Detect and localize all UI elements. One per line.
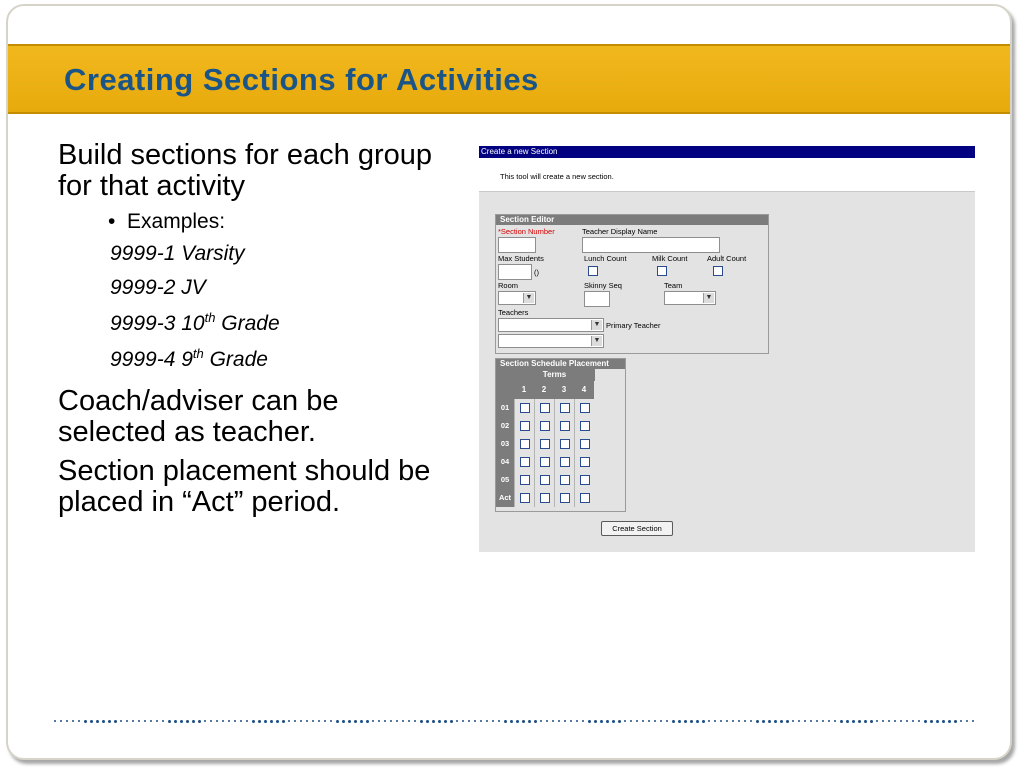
placement-checkbox[interactable] xyxy=(520,403,530,413)
divider-dot xyxy=(906,720,908,722)
divider-dot xyxy=(660,720,662,722)
placement-cell xyxy=(514,453,535,471)
divider-dot xyxy=(780,720,783,723)
placement-cell xyxy=(514,489,535,507)
placement-cell xyxy=(554,417,575,435)
corner-cell xyxy=(496,369,514,399)
primary-teacher-label: Primary Teacher xyxy=(606,321,661,330)
placement-cell xyxy=(514,399,535,417)
placement-cell xyxy=(554,399,575,417)
divider-dot xyxy=(114,720,117,723)
divider-dot xyxy=(456,720,458,722)
divider-dot xyxy=(876,720,878,722)
divider-dot xyxy=(852,720,855,723)
divider-dot xyxy=(672,720,675,723)
example-1: 9999-1 Varsity xyxy=(110,242,245,265)
divider-dot xyxy=(972,720,974,722)
placement-cell xyxy=(574,489,595,507)
embedded-screenshot xyxy=(479,146,975,552)
divider-dot xyxy=(786,720,789,723)
max-students-suffix: () xyxy=(534,268,539,277)
divider-dot xyxy=(570,720,572,722)
room-label: Room xyxy=(498,281,519,290)
divider-dot xyxy=(900,720,902,722)
terms-header: Terms xyxy=(514,369,595,381)
divider-dot xyxy=(132,720,134,722)
placement-cell xyxy=(514,471,535,489)
example-2: 9999-2 JV xyxy=(110,276,206,299)
max-students-label: Max Students xyxy=(498,254,544,263)
placement-cell xyxy=(554,489,575,507)
divider-dot xyxy=(936,720,939,723)
divider-dot xyxy=(510,720,513,723)
placement-cell xyxy=(534,471,555,489)
divider-dot xyxy=(516,720,519,723)
placement-checkbox[interactable] xyxy=(580,421,590,431)
bullet-examples: • Examples: xyxy=(108,210,226,233)
divider-dot xyxy=(522,720,525,723)
divider-dot xyxy=(270,720,273,723)
divider-dot xyxy=(450,720,453,723)
divider-dot xyxy=(870,720,873,723)
placement-checkbox[interactable] xyxy=(580,403,590,413)
placement-checkbox[interactable] xyxy=(540,421,550,431)
lunch-count-checkbox[interactable] xyxy=(588,266,598,276)
period-label: 03 xyxy=(496,435,514,453)
placement-cell xyxy=(534,435,555,453)
divider-dot xyxy=(540,720,542,722)
examples-label: Examples: xyxy=(127,210,226,233)
divider-dot xyxy=(402,720,404,722)
period-label: 05 xyxy=(496,471,514,489)
section-editor-title: Section Editor xyxy=(496,215,768,225)
divider-dot xyxy=(762,720,765,723)
divider-dot xyxy=(90,720,93,723)
section-number-label: *Section Number xyxy=(498,227,555,236)
divider-dot xyxy=(240,720,242,722)
divider-dot xyxy=(654,720,656,722)
divider-dot xyxy=(894,720,896,722)
placement-checkbox[interactable] xyxy=(560,421,570,431)
divider-dot xyxy=(414,720,416,722)
divider-dot xyxy=(372,720,374,722)
divider-dot xyxy=(264,720,267,723)
divider-dot xyxy=(846,720,849,723)
divider-dot xyxy=(210,720,212,722)
placement-checkbox[interactable] xyxy=(560,403,570,413)
divider-dot xyxy=(798,720,800,722)
team-label: Team xyxy=(664,281,683,290)
divider-dot xyxy=(366,720,369,723)
chevron-down-icon: ▼ xyxy=(703,293,714,303)
divider-dot xyxy=(204,720,206,722)
divider-dot xyxy=(858,720,861,723)
divider-dot xyxy=(528,720,531,723)
divider-dot xyxy=(192,720,195,723)
divider-dot xyxy=(342,720,345,723)
placement-checkbox[interactable] xyxy=(520,475,530,485)
placement-cell xyxy=(574,453,595,471)
divider-dot xyxy=(882,720,884,722)
divider-dot xyxy=(912,720,914,722)
divider-dot xyxy=(306,720,308,722)
divider-dot xyxy=(66,720,68,722)
divider-dot xyxy=(714,720,716,722)
slide-title: Creating Sections for Activities xyxy=(64,62,539,97)
divider-dot xyxy=(174,720,177,723)
divider-dot xyxy=(468,720,470,722)
placement-cell xyxy=(514,435,535,453)
chevron-down-icon: ▼ xyxy=(591,336,602,346)
divider-dot xyxy=(60,720,62,722)
divider-dot xyxy=(504,720,507,723)
placement-cell xyxy=(534,417,555,435)
period-label: Act xyxy=(496,489,514,507)
divider-dot xyxy=(198,720,201,723)
skinny-seq-label: Skinny Seq xyxy=(584,281,622,290)
divider-dot xyxy=(408,720,410,722)
placement-checkbox[interactable] xyxy=(580,475,590,485)
divider-dot xyxy=(696,720,699,723)
divider-dot xyxy=(810,720,812,722)
divider-dot xyxy=(864,720,867,723)
divider-dot xyxy=(600,720,603,723)
divider-dot xyxy=(234,720,236,722)
bullet-section-placement: Section placement should be placed in “Act” period. xyxy=(58,455,431,518)
placement-cell xyxy=(574,435,595,453)
milk-count-checkbox[interactable] xyxy=(657,266,667,276)
divider-dot xyxy=(216,720,218,722)
divider-dot xyxy=(486,720,488,722)
divider-dot xyxy=(558,720,560,722)
divider-dot xyxy=(294,720,296,722)
placement-checkbox[interactable] xyxy=(540,403,550,413)
create-section-header: Create a new Section xyxy=(479,146,975,158)
placement-checkbox[interactable] xyxy=(560,493,570,503)
divider-dot xyxy=(324,720,326,722)
placement-checkbox[interactable] xyxy=(540,457,550,467)
divider-dot xyxy=(444,720,447,723)
divider-dot xyxy=(222,720,224,722)
divider-dot xyxy=(396,720,398,722)
lunch-count-label: Lunch Count xyxy=(584,254,627,263)
divider-dot xyxy=(726,720,728,722)
placement-checkbox[interactable] xyxy=(520,457,530,467)
divider-dot xyxy=(948,720,951,723)
divider-dot xyxy=(768,720,771,723)
placement-cell xyxy=(514,417,535,435)
divider-dot xyxy=(684,720,687,723)
divider-dot xyxy=(438,720,441,723)
divider-dot xyxy=(144,720,146,722)
divider-dot xyxy=(666,720,668,722)
divider-dot xyxy=(930,720,933,723)
divider-dot xyxy=(732,720,734,722)
placement-title: Section Schedule Placement xyxy=(496,359,625,369)
divider-dot xyxy=(432,720,435,723)
divider-dot xyxy=(354,720,357,723)
teacher-display-input[interactable] xyxy=(582,237,720,253)
divider-dot xyxy=(138,720,140,722)
divider-dot xyxy=(606,720,609,723)
divider-dot xyxy=(534,720,537,723)
milk-count-label: Milk Count xyxy=(652,254,688,263)
divider-dot xyxy=(594,720,597,723)
divider-dot xyxy=(648,720,650,722)
bullet-coach-teacher: Coach/adviser can be selected as teacher. xyxy=(58,385,339,448)
example-4: 9999-4 9th Grade xyxy=(110,346,268,371)
title-bar xyxy=(8,44,1010,114)
divider-dot xyxy=(612,720,615,723)
divider-dot xyxy=(84,720,87,723)
second-teacher-select[interactable] xyxy=(498,334,604,348)
divider-dot xyxy=(630,720,632,722)
placement-checkbox[interactable] xyxy=(540,475,550,485)
example-3: 9999-3 10th Grade xyxy=(110,310,280,335)
divider-dot xyxy=(288,720,290,722)
divider-dot xyxy=(246,720,248,722)
divider-dot xyxy=(804,720,806,722)
term-4-header: 4 xyxy=(574,381,594,399)
placement-checkbox[interactable] xyxy=(520,493,530,503)
placement-checkbox[interactable] xyxy=(580,457,590,467)
team-select[interactable] xyxy=(664,291,716,305)
divider-dot xyxy=(498,720,500,722)
divider-dot xyxy=(708,720,710,722)
divider-dot xyxy=(744,720,746,722)
room-select[interactable] xyxy=(498,291,536,305)
placement-cell xyxy=(554,453,575,471)
intro-text: This tool will create a new section. xyxy=(500,172,614,181)
section-number-input[interactable] xyxy=(498,237,536,253)
divider-dot xyxy=(678,720,681,723)
divider-dot xyxy=(330,720,332,722)
divider-dot xyxy=(552,720,554,722)
chevron-down-icon: ▼ xyxy=(523,293,534,303)
placement-checkbox[interactable] xyxy=(580,439,590,449)
divider-dot xyxy=(636,720,638,722)
section-schedule-placement-panel xyxy=(495,358,626,512)
divider-dot xyxy=(828,720,830,722)
divider-dot xyxy=(564,720,566,722)
placement-checkbox[interactable] xyxy=(540,493,550,503)
divider-dot xyxy=(252,720,255,723)
divider-dot xyxy=(186,720,189,723)
teacher-display-label: Teacher Display Name xyxy=(582,227,658,236)
placement-checkbox[interactable] xyxy=(540,439,550,449)
divider-dot xyxy=(582,720,584,722)
divider-dot xyxy=(258,720,261,723)
placement-cell xyxy=(574,417,595,435)
divider-dot xyxy=(312,720,314,722)
placement-cell xyxy=(574,399,595,417)
skinny-seq-input[interactable] xyxy=(584,291,610,307)
divider-dot xyxy=(108,720,111,723)
max-students-input[interactable] xyxy=(498,264,532,280)
divider-dot xyxy=(576,720,578,722)
dotted-divider xyxy=(54,718,976,724)
divider-dot xyxy=(126,720,128,722)
divider-dot xyxy=(546,720,548,722)
slide-body xyxy=(58,140,438,526)
divider-dot xyxy=(96,720,99,723)
divider-dot xyxy=(624,720,626,722)
divider-dot xyxy=(390,720,392,722)
divider-dot xyxy=(474,720,476,722)
placement-checkbox[interactable] xyxy=(580,493,590,503)
placement-cell xyxy=(534,399,555,417)
placement-checkbox[interactable] xyxy=(560,475,570,485)
placement-cell xyxy=(554,435,575,453)
term-2-header: 2 xyxy=(534,381,554,399)
divider-dot xyxy=(756,720,759,723)
placement-cell xyxy=(534,453,555,471)
divider-dot xyxy=(276,720,279,723)
divider-dot xyxy=(462,720,464,722)
adult-count-label: Adult Count xyxy=(707,254,747,263)
placement-checkbox[interactable] xyxy=(560,457,570,467)
divider-dot xyxy=(420,720,423,723)
divider-dot xyxy=(960,720,962,722)
placement-checkbox[interactable] xyxy=(520,421,530,431)
divider-dot xyxy=(888,720,890,722)
divider-dot xyxy=(774,720,777,723)
divider-dot xyxy=(618,720,621,723)
divider-dot xyxy=(180,720,183,723)
divider-dot xyxy=(954,720,957,723)
teachers-label: Teachers xyxy=(498,308,529,317)
create-section-button[interactable]: Create Section xyxy=(601,521,673,536)
adult-count-checkbox[interactable] xyxy=(713,266,723,276)
divider-dot xyxy=(492,720,494,722)
divider-dot xyxy=(300,720,302,722)
divider-dot xyxy=(78,720,80,722)
divider-dot xyxy=(966,720,968,722)
placement-checkbox[interactable] xyxy=(560,439,570,449)
divider-dot xyxy=(426,720,429,723)
divider-dot xyxy=(750,720,752,722)
slide-frame xyxy=(6,4,1012,760)
period-label: 02 xyxy=(496,417,514,435)
divider-dot xyxy=(336,720,339,723)
divider-dot xyxy=(54,720,56,722)
divider-dot xyxy=(720,720,722,722)
divider-dot xyxy=(942,720,945,723)
placement-cell xyxy=(534,489,555,507)
term-1-header: 1 xyxy=(514,381,534,399)
period-label: 04 xyxy=(496,453,514,471)
divider-dot xyxy=(840,720,843,723)
divider-dot xyxy=(72,720,74,722)
divider-dot xyxy=(924,720,927,723)
divider-dot xyxy=(102,720,105,723)
section-editor-panel xyxy=(495,214,769,354)
divider-dot xyxy=(822,720,824,722)
divider-dot xyxy=(282,720,285,723)
divider-dot xyxy=(816,720,818,722)
placement-cell xyxy=(574,471,595,489)
divider-dot xyxy=(918,720,920,722)
divider-dot xyxy=(168,720,171,723)
intro-area xyxy=(479,158,975,192)
divider-dot xyxy=(588,720,591,723)
divider-dot xyxy=(834,720,836,722)
divider-dot xyxy=(384,720,386,722)
term-3-header: 3 xyxy=(554,381,574,399)
divider-dot xyxy=(318,720,320,722)
divider-dot xyxy=(690,720,693,723)
divider-dot xyxy=(792,720,794,722)
divider-dot xyxy=(162,720,164,722)
placement-cell xyxy=(554,471,575,489)
divider-dot xyxy=(360,720,363,723)
divider-dot xyxy=(738,720,740,722)
divider-dot xyxy=(228,720,230,722)
divider-dot xyxy=(378,720,380,722)
divider-dot xyxy=(156,720,158,722)
period-label: 01 xyxy=(496,399,514,417)
divider-dot xyxy=(702,720,705,723)
divider-dot xyxy=(480,720,482,722)
primary-teacher-select[interactable] xyxy=(498,318,604,332)
bullet-build-sections: Build sections for each group for that activity xyxy=(58,139,432,202)
divider-dot xyxy=(348,720,351,723)
chevron-down-icon: ▼ xyxy=(591,320,602,330)
divider-dot xyxy=(642,720,644,722)
divider-dot xyxy=(120,720,122,722)
placement-checkbox[interactable] xyxy=(520,439,530,449)
divider-dot xyxy=(150,720,152,722)
